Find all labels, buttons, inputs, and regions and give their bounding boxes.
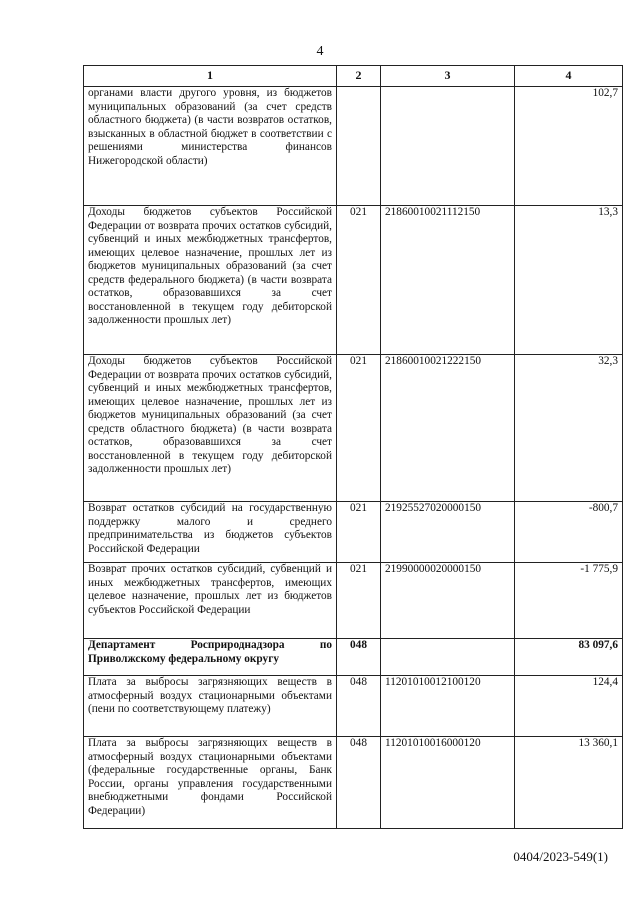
table-row: [84, 206, 623, 355]
header-col-2: 2: [337, 66, 381, 87]
row-kbk-code: 21860010021222150: [381, 355, 515, 502]
row-admin-code: 021: [337, 355, 381, 502]
row-amount: 13 360,1: [515, 737, 623, 829]
row-admin-code: [337, 87, 381, 206]
row-kbk-code: 11201010012100120: [381, 676, 515, 737]
row-amount: -800,7: [515, 502, 623, 563]
document-code: 0404/2023-549(1): [513, 849, 608, 864]
row-description: Доходы бюджетов субъектов Российской Федерации от возврата прочих остатков субсидий, субвенций и иных межбюджетных трансфертов, имеющих целевое назначение, прошлых лет из бюджетов муниципальных образований (за счет средств федерального бюджета) (в части возврата остатков, образовавшихся за счет восстановленной в текущем году дебиторской задолженности прошлых лет): [84, 206, 337, 355]
table-row: [84, 676, 623, 737]
row-amount: 13,3: [515, 206, 623, 355]
row-description: Плата за выбросы загрязняющих веществ в атмосферный воздух стационарными объектами (пени по соответствующему платежу): [84, 676, 337, 737]
table-row: [84, 502, 623, 563]
row-kbk-code: [381, 87, 515, 206]
header-col-4: 4: [515, 66, 623, 87]
row-kbk-code: [381, 639, 515, 676]
table-row: [84, 737, 623, 829]
row-description: Плата за выбросы загрязняющих веществ в атмосферный воздух стационарными объектами (федеральные государственные органы, Банк России, органы управления государственными внебюджетными фондами Российской Федерации): [84, 737, 337, 829]
row-admin-code: 021: [337, 206, 381, 355]
row-kbk-code: 11201010016000120: [381, 737, 515, 829]
header-col-1: 1: [84, 66, 337, 87]
budget-revenue-table: [83, 65, 623, 829]
header-col-3: 3: [381, 66, 515, 87]
row-amount: 102,7: [515, 87, 623, 206]
department-row: [84, 639, 623, 676]
row-amount: 32,3: [515, 355, 623, 502]
row-description: Возврат прочих остатков субсидий, субвенций и иных межбюджетных трансфертов, имеющих целевое назначение, прошлых лет из бюджетов субъектов Российской Федерации: [84, 563, 337, 639]
row-admin-code: 048: [337, 676, 381, 737]
table-row: [84, 355, 623, 502]
row-description: органами власти другого уровня, из бюджетов муниципальных образований (за счет средств областного бюджета) (в части возвратов остатков, взысканных в областной бюджет в соответствии с решениями министерства финансов Нижегородской области): [84, 87, 337, 206]
row-admin-code: 048: [337, 737, 381, 829]
table-row: [84, 563, 623, 639]
row-amount: 124,4: [515, 676, 623, 737]
row-admin-code: 048: [337, 639, 381, 676]
department-name: Департамент Росприроднадзора по Приволжскому федеральному округу: [84, 639, 337, 676]
department-total: 83 097,6: [515, 639, 623, 676]
table-row: [84, 87, 623, 206]
row-kbk-code: 21860010021112150: [381, 206, 515, 355]
row-amount: -1 775,9: [515, 563, 623, 639]
row-kbk-code: 21925527020000150: [381, 502, 515, 563]
row-admin-code: 021: [337, 502, 381, 563]
row-kbk-code: 21990000020000150: [381, 563, 515, 639]
table-header-row: [84, 66, 623, 87]
row-description: Доходы бюджетов субъектов Российской Федерации от возврата прочих остатков субсидий, субвенций и иных межбюджетных трансфертов, имеющих целевое назначение, прошлых лет из бюджетов муниципальных образований (за счет средств областного бюджета) (в части возврата остатков, образовавшихся за счет восстановленной в текущем году дебиторской задолженности прошлых лет): [84, 355, 337, 502]
row-admin-code: 021: [337, 563, 381, 639]
page-number: 4: [316, 44, 324, 59]
row-description: Возврат остатков субсидий на государственную поддержку малого и среднего предпринимательства из бюджетов субъектов Российской Федерации: [84, 502, 337, 563]
